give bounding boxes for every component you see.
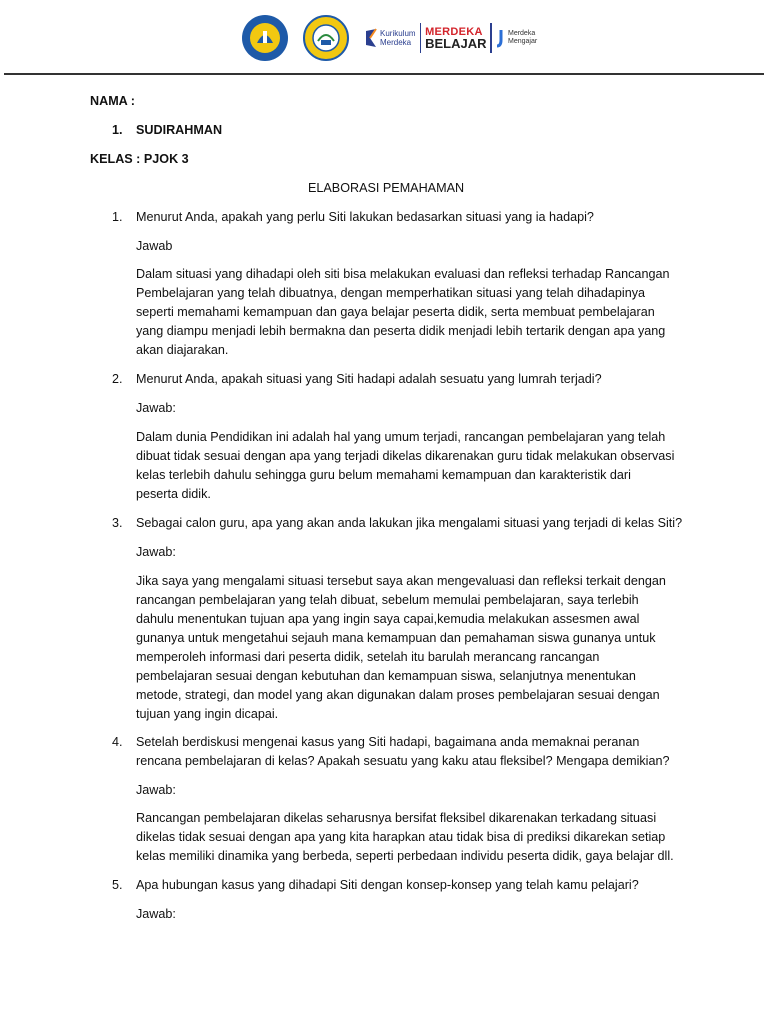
answer-line: Rancangan pembelajaran dikelas seharusnya bersifat fleksibel dikarenakan terkadang situasi <box>136 811 657 825</box>
answer-line: kelas memiliki dinamika yang berbeda, seperti perbedaan individu peserta didik, gaya belajar dll. <box>136 849 674 863</box>
logo-divider-2 <box>490 23 492 53</box>
answer-line: seperti memahami kemampuan dan gaya belajar peserta didik, serta membuat pembelajaran <box>136 305 655 319</box>
item-question <box>136 514 682 533</box>
answer-line: metode, strategi, dan model yang akan digunakan dalam proses pembelajaran sesuai dengan <box>136 688 660 702</box>
answer-line: yang diampu menjadi lebih bermakna dan peserta didik menjadi lebih tertarik dengan apa yang <box>136 324 666 338</box>
member-name: SUDIRAHMAN <box>136 123 223 137</box>
question-line: Sebagai calon guru, apa yang akan anda lakukan jika mengalami situasi yang terjadi di kelas Siti? <box>136 516 683 530</box>
jawab-label: Jawab <box>136 239 173 253</box>
kurikulum-merdeka-icon <box>364 27 378 49</box>
question-line: Setelah berdiskusi mengenai kasus yang Siti hadapi, bagaimana anda memaknai peranan <box>136 735 640 749</box>
jawab-label: Jawab: <box>136 783 176 797</box>
mb-line2: BELAJAR <box>425 36 487 51</box>
question-line: rencana pembelajaran di kelas? Apakah sesuatu yang kaku atau fleksibel? Mengapa demikian? <box>136 754 670 768</box>
jawab-label: Jawab: <box>136 545 176 559</box>
item-answer <box>136 428 691 504</box>
document-title: ELABORASI PEMAHAMAN <box>308 181 465 195</box>
jawab-label: Jawab: <box>136 907 176 921</box>
answer-line: kelas terlebih dahulu sehingga guru belum memahami kemampuan dan karakteristik dari <box>136 468 631 482</box>
kurikulum-merdeka-logo <box>364 27 416 49</box>
item-number: 4. <box>112 735 123 749</box>
kemdikbud-logo-icon <box>240 13 290 63</box>
item-question <box>136 876 639 895</box>
item-question <box>136 733 670 771</box>
member-number: 1. <box>112 123 123 137</box>
merdeka-belajar-logo <box>425 26 486 50</box>
item-question <box>136 370 602 389</box>
merdeka-mengajar-icon <box>496 28 506 48</box>
mm-line2: Mengajar <box>507 38 538 45</box>
item-answer <box>136 572 691 724</box>
kelas-label: KELAS : PJOK 3 <box>90 152 189 166</box>
answer-line: tujuan yang ingin dicapai. <box>136 707 279 721</box>
mm-line1: Merdeka <box>507 30 536 37</box>
answer-line: Dalam dunia Pendidikan ini adalah hal yang umum terjadi, rancangan pembelajaran yang telah <box>136 430 666 444</box>
km-line2: Merdeka <box>380 38 412 47</box>
answer-line: peserta didik. <box>136 487 211 501</box>
item-number: 5. <box>112 878 123 892</box>
answer-line: rancangan pembelajaran yang telah dibuat, sebelum memulai pembelajaran, saya terlebih <box>136 593 639 607</box>
answer-line: Pembelajaran yang telah dibuatnya, dengan memperhatikan situasi yang telah dihadapinya <box>136 286 645 300</box>
answer-line: Dalam situasi yang dihadapi oleh siti bisa melakukan evaluasi dan refleksi terhadap Rancangan <box>136 267 670 281</box>
mb-line1: MERDEKA <box>425 26 483 38</box>
answer-line: Jika saya yang mengalami situasi tersebut saya akan mengevaluasi dan refleksi terkait dengan <box>136 574 666 588</box>
header-rule <box>4 73 764 75</box>
jawab-label: Jawab: <box>136 401 176 415</box>
nama-label: NAMA : <box>90 94 136 108</box>
item-question <box>136 208 594 227</box>
km-line1: Kurikulum <box>380 29 416 38</box>
item-number: 1. <box>112 210 123 224</box>
item-answer <box>136 809 691 866</box>
answer-line: pembelajaran sesuai dengan kebutuhan dan kemampuan siswa, selanjutnya menentukan <box>136 669 636 683</box>
answer-line: dahulu menentukan tujuan apa yang ingin saya capai,kemudia melakukan assesmen awal <box>136 612 640 626</box>
item-number: 2. <box>112 372 123 386</box>
question-line: Menurut Anda, apakah yang perlu Siti lakukan bedasarkan situasi yang ia hadapi? <box>136 210 594 224</box>
logo-divider <box>420 23 422 53</box>
header-logos <box>240 10 537 66</box>
answer-line: akan diajarakan. <box>136 343 229 357</box>
university-logo-icon <box>302 13 350 63</box>
merdeka-mengajar-logo <box>496 28 537 48</box>
answer-line: dikelas tidak sesuai dengan apa yang kita harapkan atau tidak bisa di prediksi dikarekan setiap <box>136 830 666 844</box>
answer-line: dibuat tidak sesuai dengan apa yang terjadi dikelas dikarenakan guru tidak melakukan observasi <box>136 449 675 463</box>
question-line: Apa hubungan kasus yang dihadapi Siti dengan konsep-konsep yang telah kamu pelajari? <box>136 878 639 892</box>
item-answer <box>136 265 691 360</box>
answer-line: memperoleh informasi dari peserta didik, setelah itu barulah merancang rancangan <box>136 650 600 664</box>
answer-line: gunanya untuk mengetahui sejauh mana kemampuan dan pemahaman siswa gunanya untuk <box>136 631 656 645</box>
question-line: Menurut Anda, apakah situasi yang Siti hadapi adalah sesuatu yang lumrah terjadi? <box>136 372 602 386</box>
item-number: 3. <box>112 516 123 530</box>
